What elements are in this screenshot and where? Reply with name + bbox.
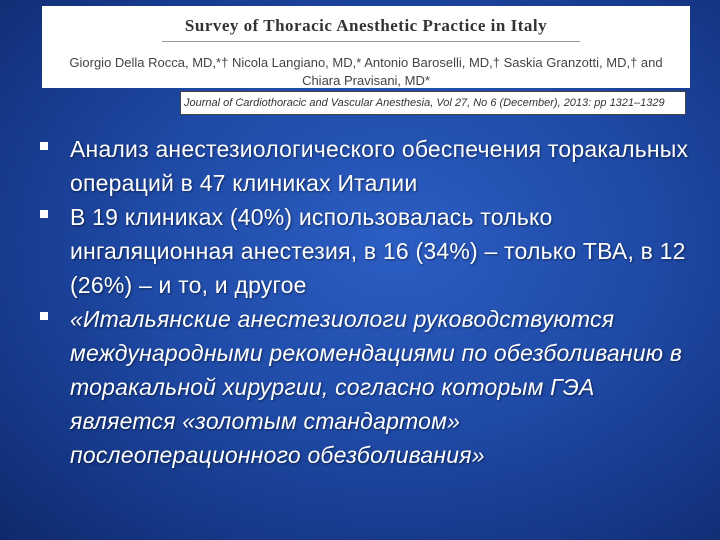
bullet-list bbox=[40, 132, 690, 472]
bullet-text: В 19 клиниках (40%) использовалась только ингаляционная анестезия, в 16 (34%) – только ТВА, в 12 (26%) – и то, и другое bbox=[70, 204, 686, 298]
bullet-square-icon bbox=[40, 142, 48, 150]
bullet-text: Анализ анестезиологического обеспечения торакальных операций в 47 клиниках Италии bbox=[70, 136, 689, 196]
journal-citation: Journal of Cardiothoracic and Vascular Anesthesia, Vol 27, No 6 (December), 2013: pp 1321–1329 bbox=[180, 91, 686, 115]
bullet-item bbox=[40, 132, 690, 200]
bullet-square-icon bbox=[40, 210, 48, 218]
bullet-square-icon bbox=[40, 312, 48, 320]
paper-authors: Giorgio Della Rocca, MD,*† Nicola Langiano, MD,* Antonio Baroselli, MD,† Saskia Granzotti, MD,† and Chiara Pravisani, MD* bbox=[69, 55, 663, 88]
title-divider bbox=[162, 41, 580, 42]
bullet-item bbox=[40, 302, 690, 472]
bullet-quote-text: «Итальянские анестезиологи руководствуются международными рекомендациями по обезболиванию в торакальной хирургии, согласно которым ГЭА является «золотым стандартом» послеоперационного обезболивания» bbox=[70, 306, 683, 468]
paper-header bbox=[42, 6, 690, 88]
bullet-item bbox=[40, 200, 690, 302]
paper-title: Survey of Thoracic Anesthetic Practice in Italy bbox=[184, 16, 548, 35]
